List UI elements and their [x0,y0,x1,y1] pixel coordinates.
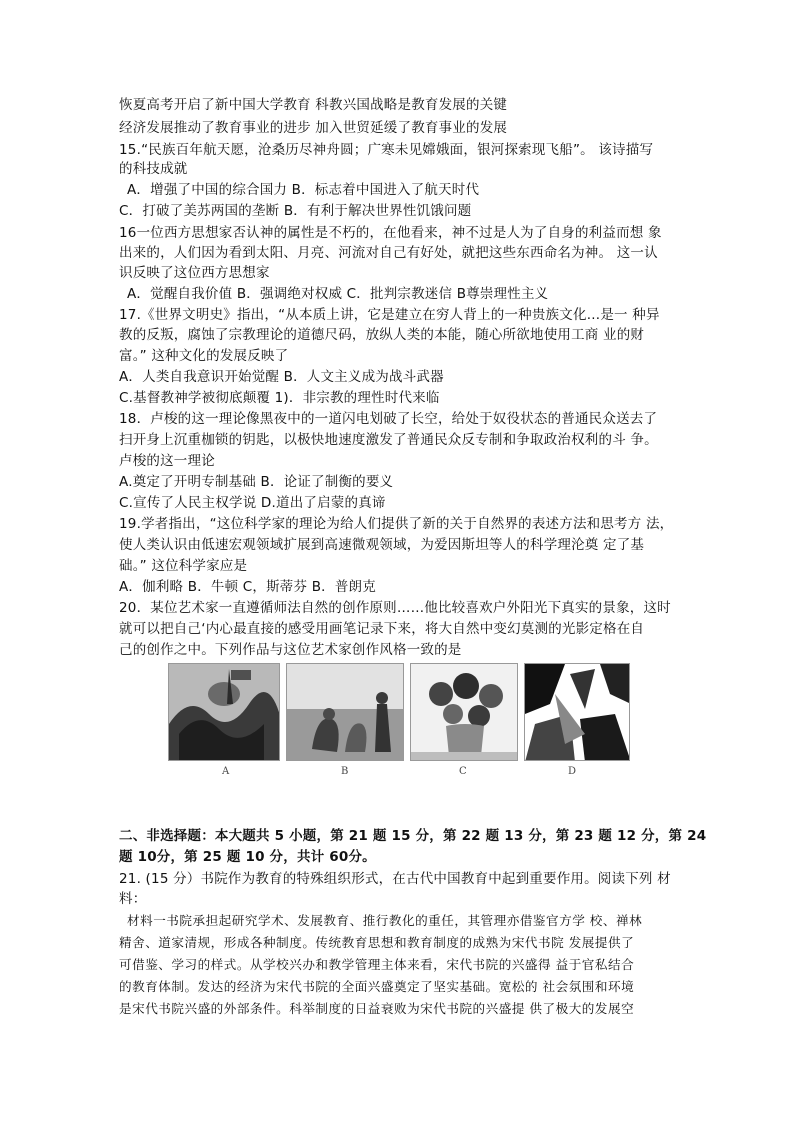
material-text: 的教育体制。发达的经济为宋代书院的全面兴盛奠定了坚实基础。宽松的 社会氛围和环境 [119,979,635,994]
artwork-c-label: C [459,766,467,777]
artwork-a-label: A [222,766,230,777]
section-heading: 二、非选择题：本大题共 5 小题，第 21 题 15 分，第 22 题 13 分，第 23 题 12 分，第 24 [119,828,707,844]
question-18-options: C.宣传了人民主权学说 D.道出了启蒙的真谛 [119,495,386,511]
question-19-stem: 19.学者指出，“这位科学家的理论为给人们提供了新的关于自然界的表述方法和思考方 法， [119,516,674,532]
question-16-options: A．觉醒自我价值 B．强调绝对权威 C．批判宗教迷信 B尊崇理性主义 [127,286,549,302]
question-17-options: C.基督教神学被彻底颠覆 1)．非宗教的理性时代来临 [119,390,440,406]
artwork-d-image [524,663,630,761]
artwork-strip [168,663,630,761]
question-15-options: C．打破了美苏两国的垄断 B．有利于解决世界性饥饿问题 [119,203,472,219]
question-19-options: A．伽利略 B．牛顿 C，斯蒂芬 B．普朗克 [119,579,376,595]
text-line: 的科技成就 [119,161,188,177]
material-text: 可借鉴、学习的样式。从学校兴办和教学管理主体来看，宋代书院的兴盛得 益于官私结合 [119,957,635,972]
material-text: 精舍、道家清规，形成各种制度。传统教育思想和教育制度的成熟为宋代书院 发展提供了 [119,935,635,950]
material-text: 是宋代书院兴盛的外部条件。科举制度的日益衰败为宋代书院的兴盛提 供了极大的发展空 [119,1001,635,1016]
artwork-b-label: B [341,766,349,777]
text-line: 经济发展推动了教育事业的进步 加入世贸延缓了教育事业的发展 [119,120,508,136]
question-15-options: A．增强了中国的综合国力 B．标志着中国进入了航天时代 [127,182,480,198]
text-line: 扫开身上沉重枷锁的钥匙，以极快地速度激发了普通民众反专制和争取政治权利的斗 争。 [119,432,658,448]
question-18-stem: 18．卢梭的这一理论像黑夜中的一道闪电划破了长空，给处于奴役状态的普通民众送去了 [119,411,658,427]
artwork-b-image [286,663,404,761]
question-21-stem: 21. (15 分）书院作为教育的特殊组织形式，在古代中国教育中起到重要作用。阅读下列 材 [119,871,671,887]
artwork-d-label: D [568,766,577,777]
question-16-stem: 16一位西方思想家否认神的属性是不朽的，在他看来，神不过是人为了自身的利益而想 象 [119,225,662,241]
text-line: 料： [119,891,147,907]
section-heading: 题 10分，第 25 题 10 分，共计 60分。 [119,849,376,865]
material-text: 材料一书院承担起研究学术、发展教育、推行教化的重任，其管理亦借鉴官方学 校、禅林 [127,913,643,928]
text-line: 卢梭的这一理论 [119,453,215,469]
text-line: 就可以把自己‘内心最直接的感受用画笔记录下来，将大自然中变幻莫测的光影定格在自 [119,621,645,637]
question-20-stem: 20．某位艺术家一直遵循师法自然的创作原则……他比较喜欢户外阳光下真实的景象，这时 [119,600,671,616]
artwork-a-image [168,663,280,761]
question-17-stem: 17.《世界文明史》指出，“从本质上讲，它是建立在穷人背上的一种贵族文化…是一 种异 [119,307,660,323]
text-line: 使人类认识由低速宏观领域扩展到高速微观领域，为爱因斯坦等人的科学理沦奠 定了基 [119,537,645,553]
text-line: 础。” 这位科学家应是 [119,558,248,574]
text-line: 富。” 这种文化的发展反映了 [119,348,289,364]
text-line: 己的创作之中。下列作品与这位艺术家创作风格一致的是 [119,642,462,658]
text-line: 教的反叛，腐蚀了宗教理论的道德尺码，放纵人类的本能，随心所欲地使用工商 业的财 [119,327,645,343]
question-18-options: A.奠定了开明专制基础 B．论证了制衡的要义 [119,474,394,490]
text-line: 识反映了这位西方思想家 [119,265,270,281]
text-line: 出来的，人们因为看到太阳、月亮、河流对自己有好处，就把这些东西命名为神。 这一认 [119,245,658,261]
question-15-stem: 15.“民族百年航天愿，沧桑历尽神舟圆；广寒未见嫦娥面，银河探索现飞船”。 该诗描写 [119,142,654,158]
artwork-c-image [410,663,518,761]
question-17-options: A．人类自我意识开始觉醒 B．人文主义成为战斗武器 [119,369,444,385]
text-line: 恢夏高考开启了新中国大学教育 科教兴国战略是教育发展的关键 [119,97,508,113]
